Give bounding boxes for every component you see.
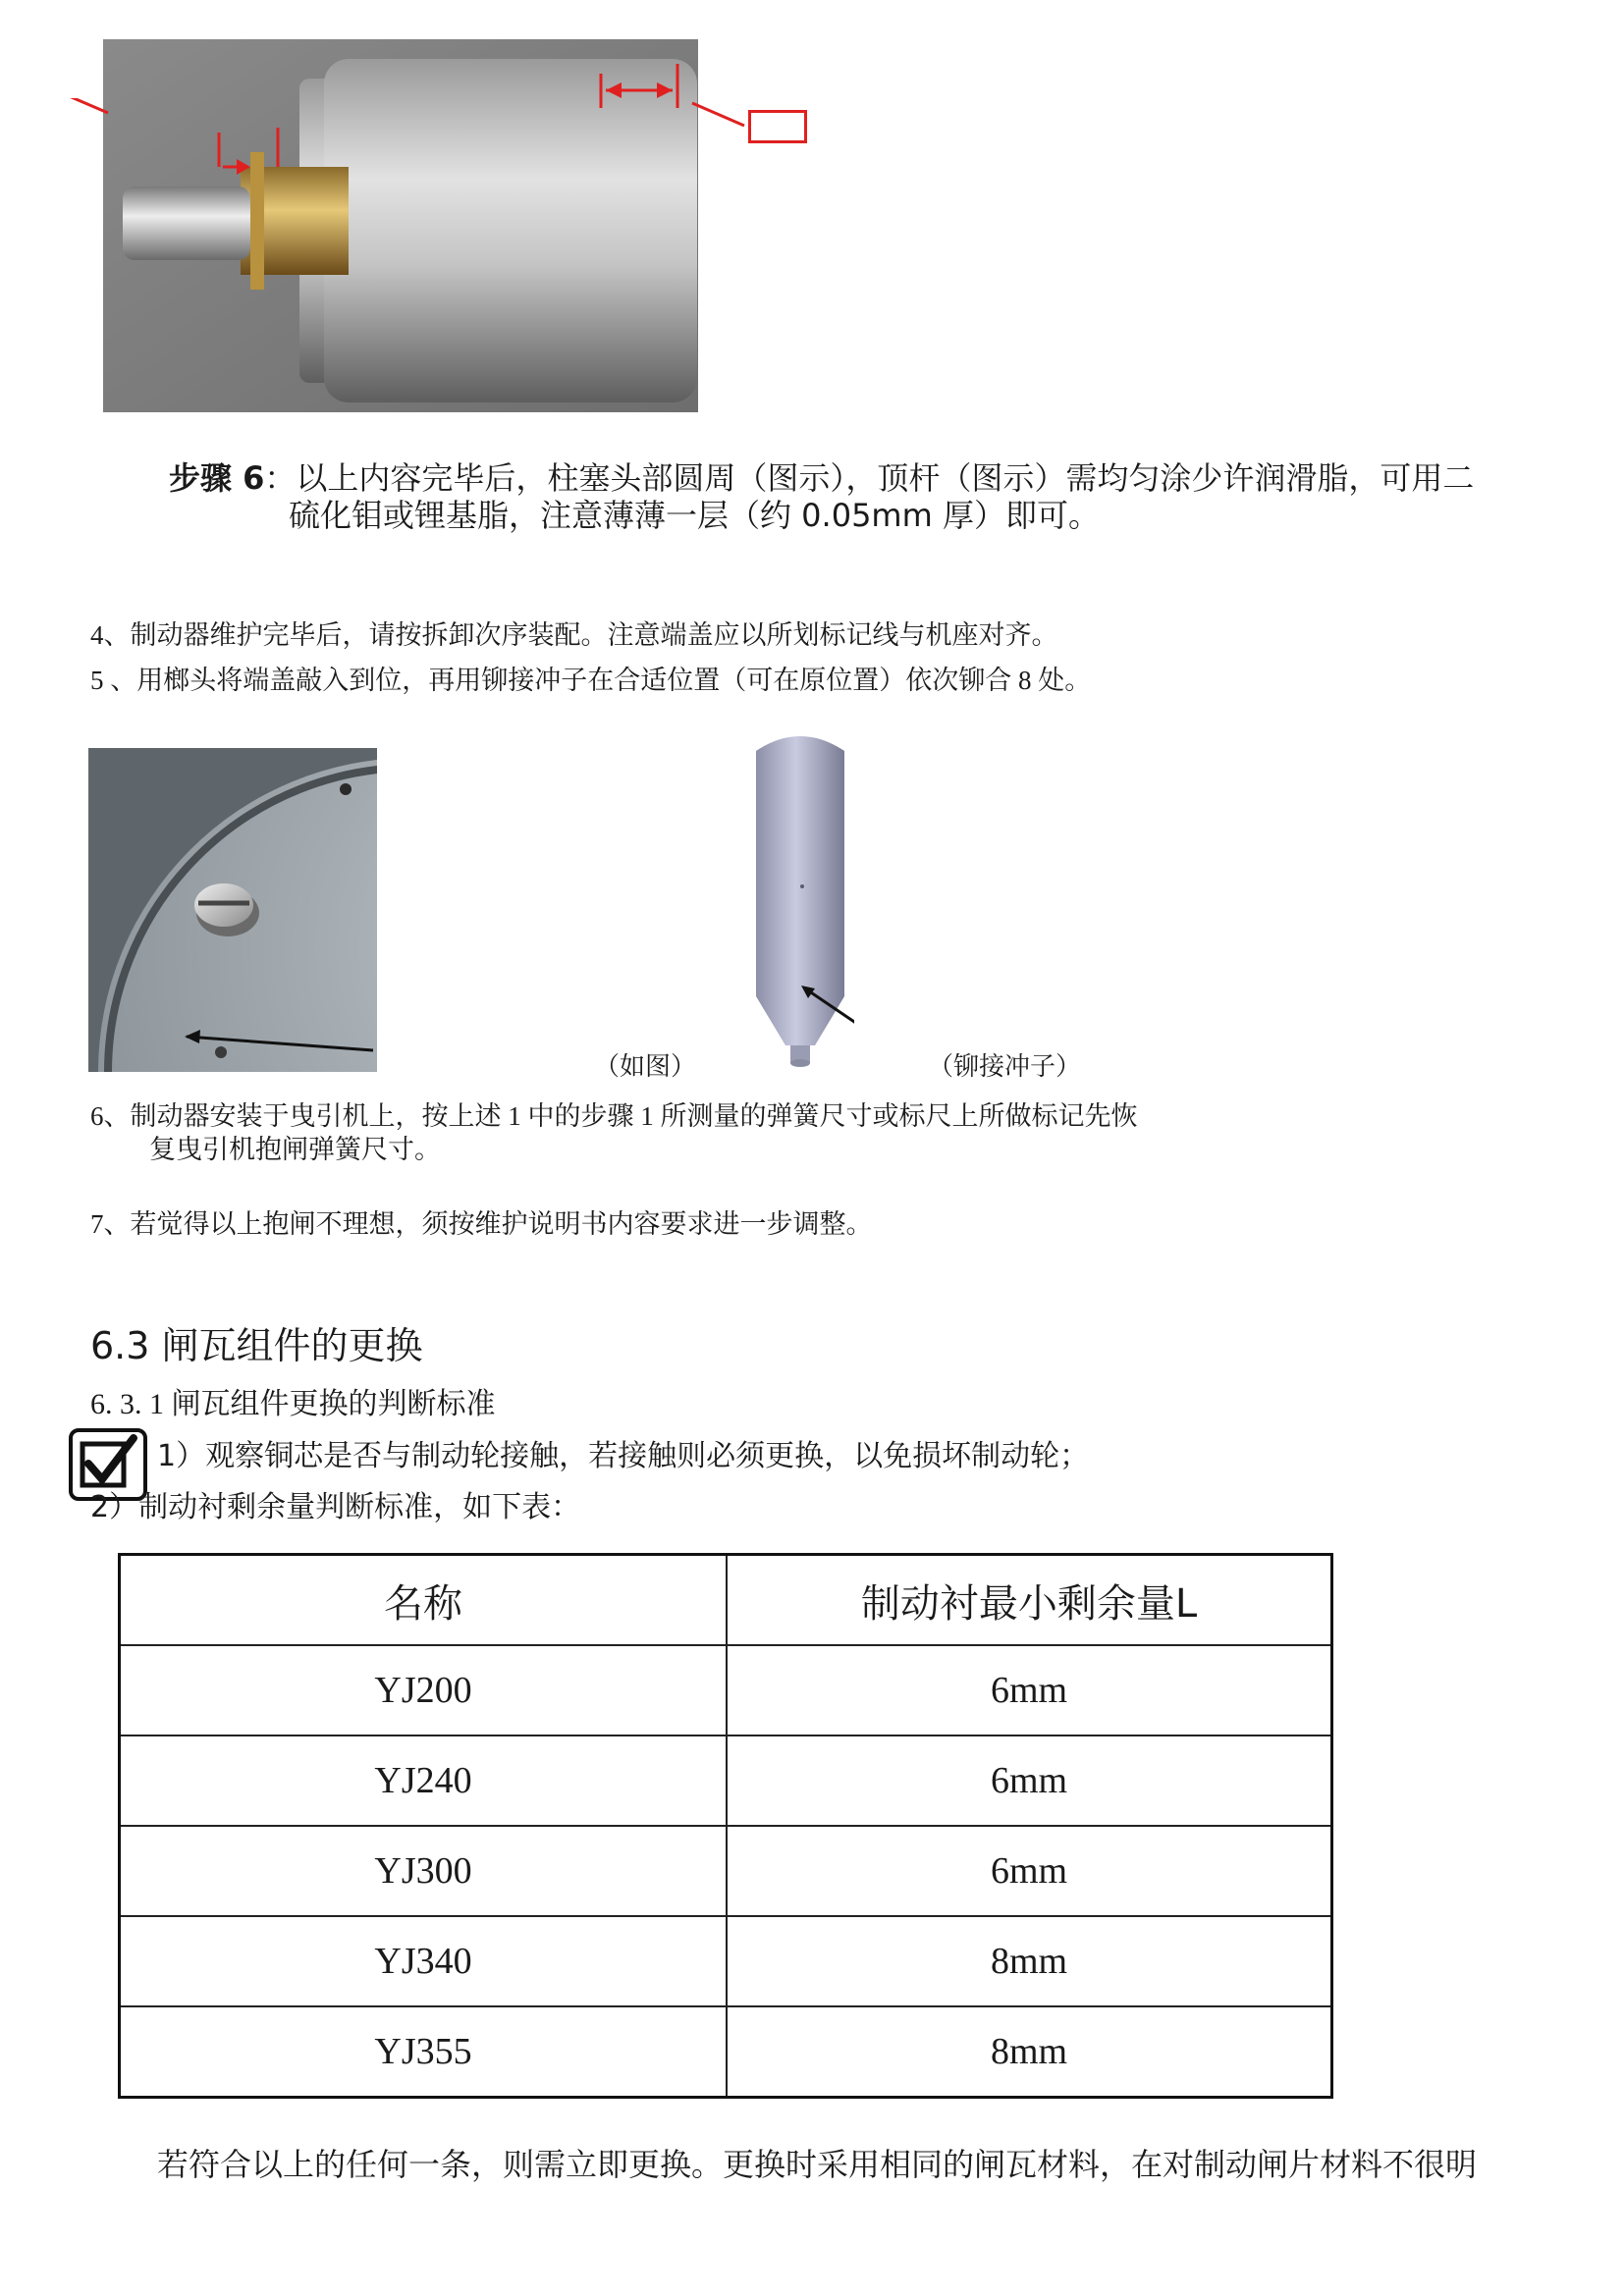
riveting-punch-image	[746, 721, 854, 1075]
para-4: 4、制动器维护完毕后，请按拆卸次序装配。注意端盖应以所划标记线与机座对齐。	[90, 620, 1058, 650]
criterion-1: 1）观察铜芯是否与制动轮接触，若接触则必须更换，以免损坏制动轮；	[157, 1439, 1090, 1473]
table-row	[120, 1826, 1332, 1916]
end-cover-photo	[88, 748, 377, 1072]
lining-spec-table	[118, 1553, 1333, 2099]
step6-paragraph	[169, 459, 1583, 534]
para-5: 5 、用榔头将端盖敲入到位，再用铆接冲子在合适位置（可在原位置）依次铆合 8 处。	[90, 666, 1092, 695]
caption-figure: （如图）	[594, 1052, 697, 1081]
step6-label: 步骤 6	[169, 459, 265, 497]
subsection-heading: 6. 3. 1 闸瓦组件更换的判断标准	[90, 1388, 496, 1420]
table-header-name: 名称	[120, 1555, 728, 1646]
step6-text-line1: ：以上内容完毕后，柱塞头部圆周（图示），顶杆（图示）需均匀涂少许润滑脂，可用二	[264, 459, 1475, 497]
table-cell-model: YJ200	[120, 1645, 728, 1735]
caption-punch: （铆接冲子）	[928, 1052, 1082, 1081]
section-heading: 6.3 闸瓦组件的更换	[90, 1324, 423, 1367]
plunger-photo	[103, 39, 698, 412]
para-6	[90, 1099, 1367, 1166]
table-cell-min-lining: 6mm	[727, 1645, 1332, 1735]
table-row	[120, 1916, 1332, 2006]
callout-line-right	[687, 98, 746, 128]
callout-box	[748, 110, 807, 143]
table-cell-min-lining: 8mm	[727, 1916, 1332, 2006]
table-cell-model: YJ240	[120, 1735, 728, 1826]
para-6-line1: 6、制动器安装于曳引机上，按上述 1 中的步骤 1 所测量的弹簧尺寸或标尺上所做标记先恢	[90, 1101, 1138, 1131]
table-header-min-lining: 制动衬最小剩余量L	[727, 1555, 1332, 1646]
table-cell-model: YJ340	[120, 1916, 728, 2006]
table-row	[120, 1645, 1332, 1735]
table-cell-min-lining: 6mm	[727, 1826, 1332, 1916]
table-row	[120, 2006, 1332, 2098]
table-cell-model: YJ300	[120, 1826, 728, 1916]
table-header-row	[120, 1555, 1332, 1646]
table-cell-model: YJ355	[120, 2006, 728, 2098]
step6-text-line2: 硫化钼或锂基脂，注意薄薄一层（约 0.05mm 厚）即可。	[289, 497, 1100, 534]
closing-paragraph: 若符合以上的任何一条，则需立即更换。更换时采用相同的闸瓦材料，在对制动闸片材料不很明	[157, 2146, 1478, 2183]
para-7: 7、若觉得以上抱闸不理想，须按维护说明书内容要求进一步调整。	[90, 1209, 873, 1239]
callout-line-left	[39, 98, 118, 118]
criterion-2: 2）制动衬剩余量判断标准，如下表：	[90, 1490, 581, 1524]
table-cell-min-lining: 6mm	[727, 1735, 1332, 1826]
table-row	[120, 1735, 1332, 1826]
para-6-line2: 复曳引机抱闸弹簧尺寸。	[149, 1135, 441, 1164]
table-cell-min-lining: 8mm	[727, 2006, 1332, 2098]
